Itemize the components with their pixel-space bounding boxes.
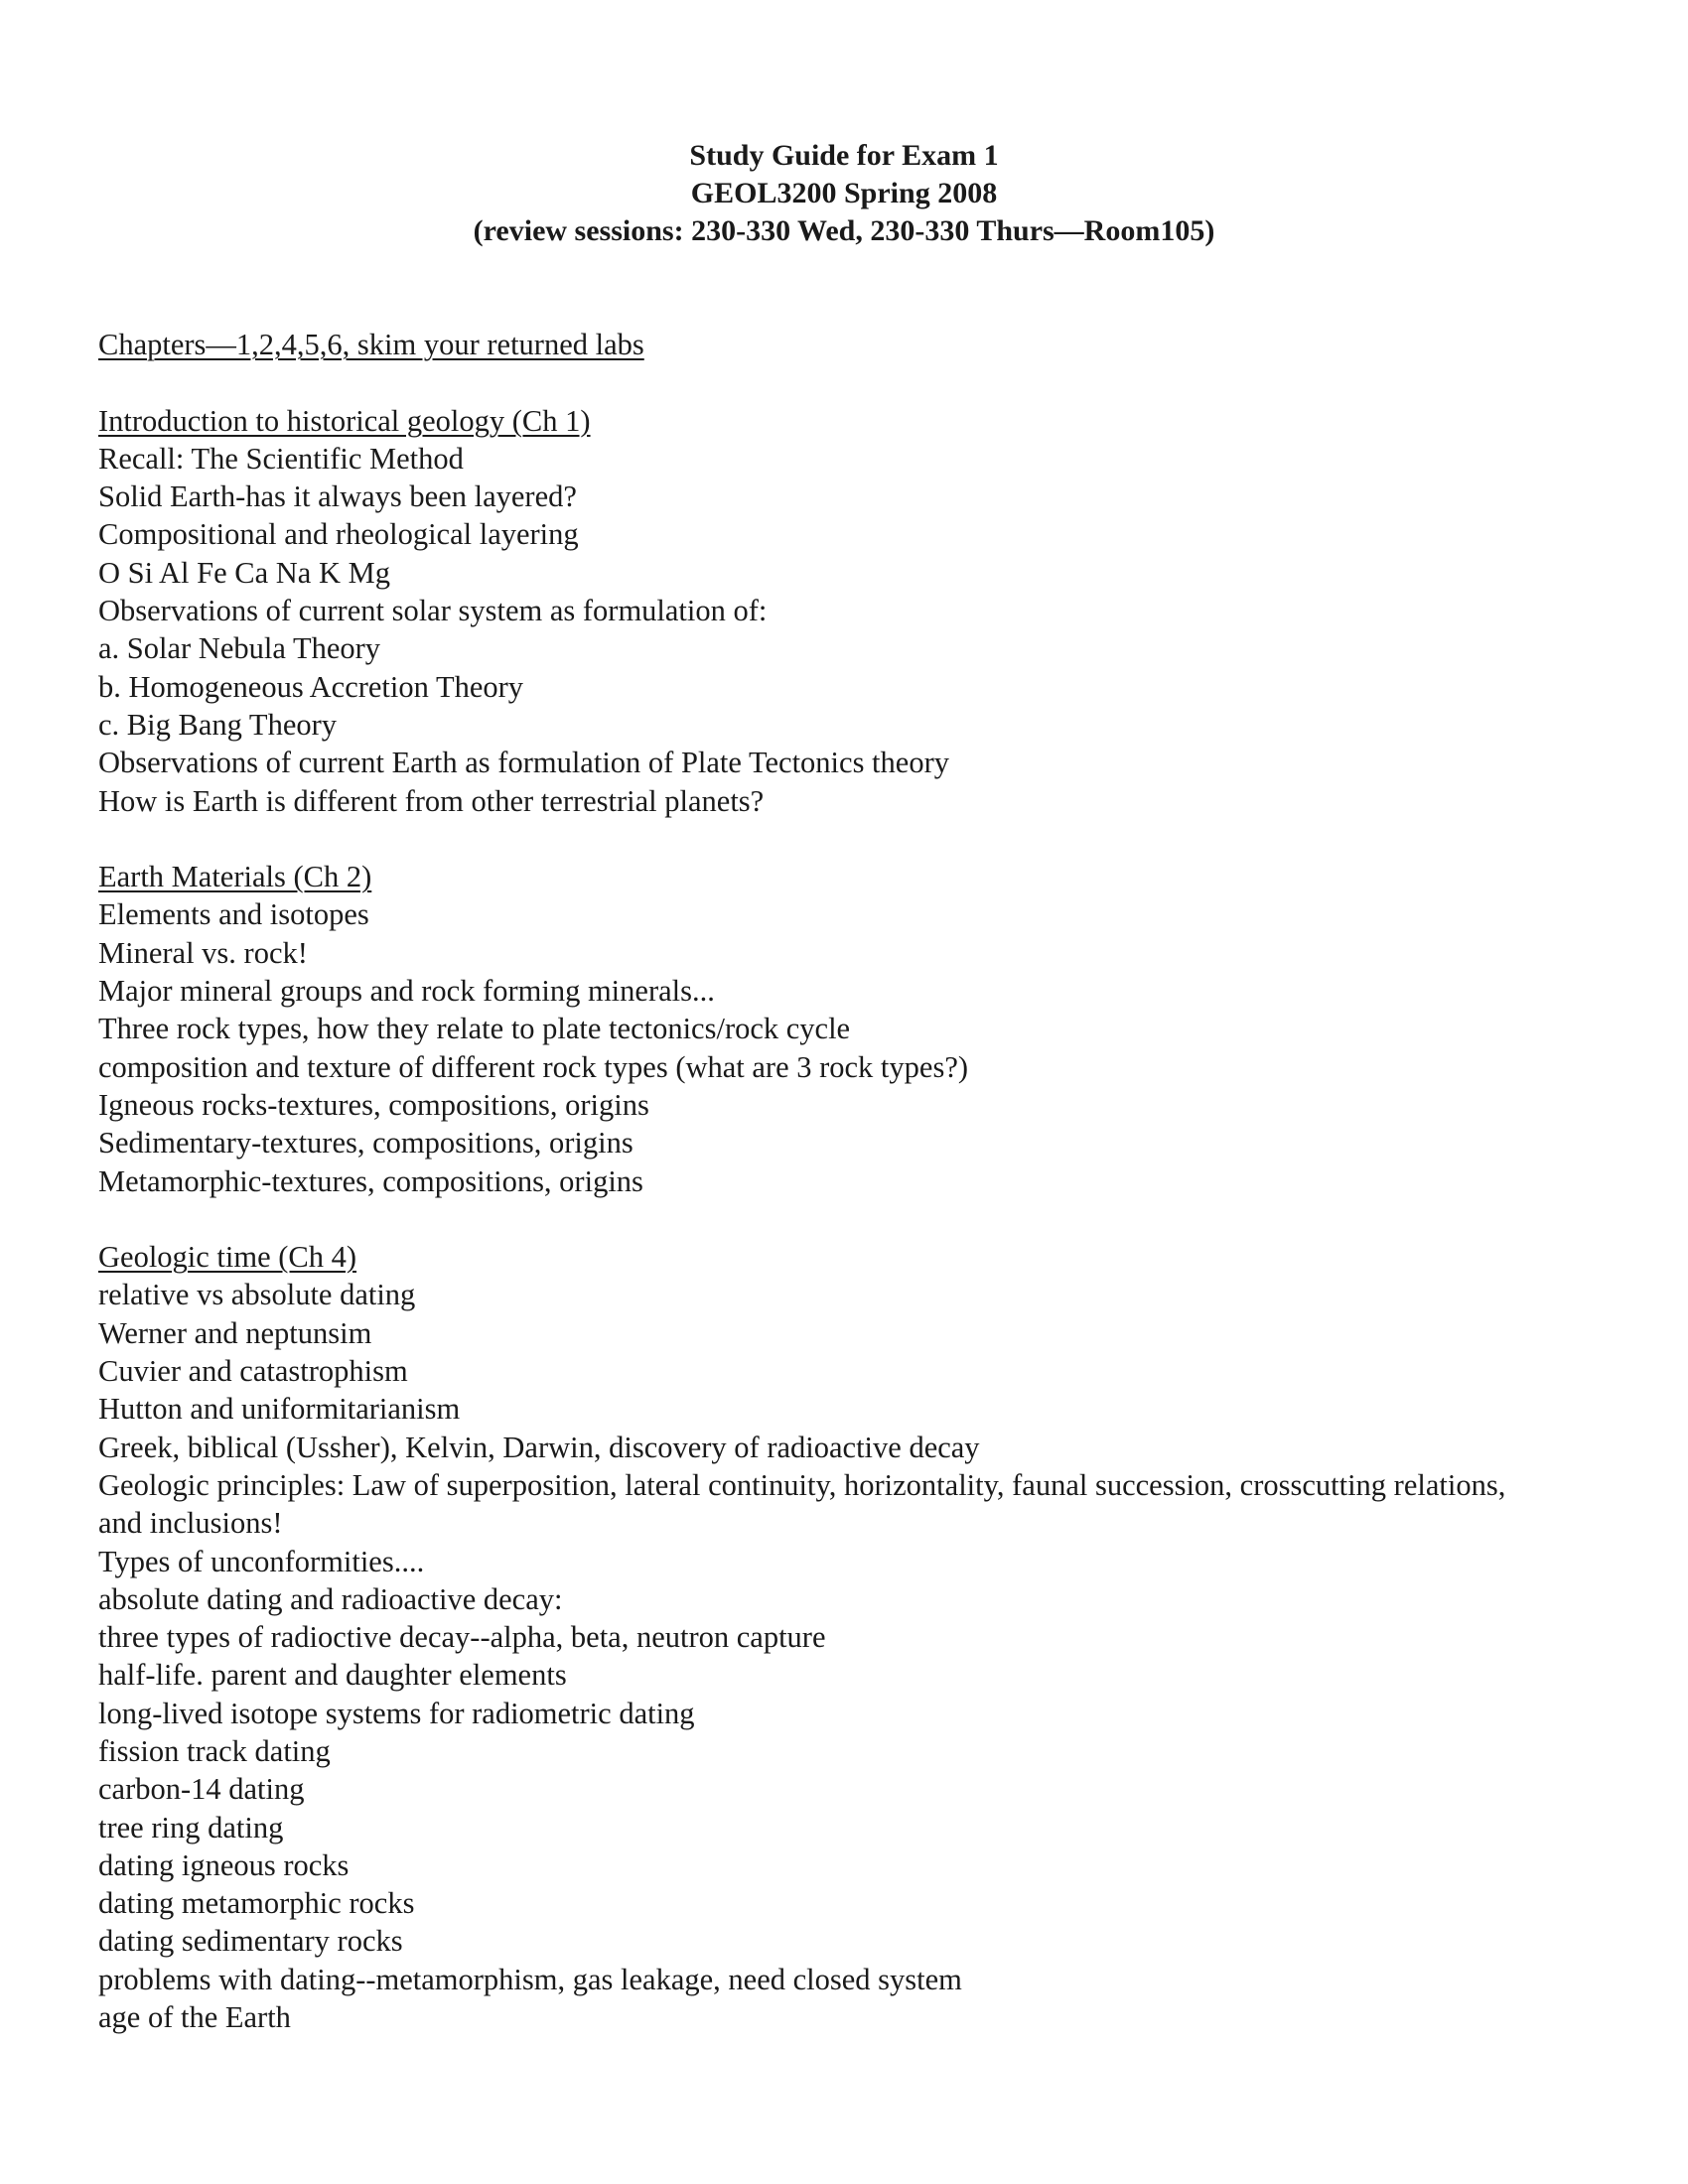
list-item: c. Big Bang Theory [98, 707, 338, 742]
list-item: fission track dating [98, 1733, 331, 1768]
list-item: How is Earth is different from other terrestrial planets? [98, 783, 765, 818]
list-item: Recall: The Scientific Method [98, 441, 464, 476]
list-item: Mineral vs. rock! [98, 935, 308, 970]
review-sessions-line: (review sessions: 230-330 Wed, 230-330 Thurs—Room105) [473, 214, 1215, 247]
list-item: Types of unconformities.... [98, 1544, 425, 1578]
chapters-line: Chapters—1,2,4,5,6, skim your returned labs [98, 328, 644, 361]
list-item: Observations of current solar system as formulation of: [98, 594, 768, 628]
spacer [98, 820, 1548, 858]
list-item: carbon-14 dating [98, 1772, 305, 1807]
list-item: Major mineral groups and rock forming minerals... [98, 974, 715, 1009]
list-item: Observations of current Earth as formulation of Plate Tectonics theory [98, 746, 949, 780]
list-item: Igneous rocks-textures, compositions, origins [98, 1087, 649, 1122]
list-item: a. Solar Nebula Theory [98, 631, 381, 666]
list-item: Geologic principles: Law of superposition, lateral continuity, horizontality, faunal succession, crosscutting relations, and inclusions! [98, 1467, 1506, 1541]
list-item: problems with dating--metamorphism, gas leakage, need closed system [98, 1962, 962, 1996]
list-item: Elements and isotopes [98, 897, 369, 932]
list-item: b. Homogeneous Accretion Theory [98, 669, 524, 704]
list-item: dating sedimentary rocks [98, 1924, 403, 1959]
list-item: relative vs absolute dating [98, 1278, 416, 1312]
list-item: long-lived isotope systems for radiometric dating [98, 1696, 695, 1730]
list-item: half-life. parent and daughter elements [98, 1658, 567, 1693]
list-item: Metamorphic-textures, compositions, origins [98, 1163, 643, 1198]
spacer [98, 363, 1548, 401]
list-item: Greek, biblical (Ussher), Kelvin, Darwin, discovery of radioactive decay [98, 1430, 980, 1464]
list-item: Sedimentary-textures, compositions, origins [98, 1126, 633, 1160]
course-line: GEOL3200 Spring 2008 [690, 177, 998, 209]
section-heading-geologic-time: Geologic time (Ch 4) [98, 1240, 357, 1275]
list-item: tree ring dating [98, 1810, 284, 1844]
list-item: absolute dating and radioactive decay: [98, 1581, 563, 1616]
list-item: Solid Earth-has it always been layered? [98, 479, 577, 514]
list-item: Hutton and uniformitarianism [98, 1392, 461, 1427]
document-title: Study Guide for Exam 1 [689, 139, 999, 172]
list-item: three types of radioctive decay--alpha, beta, neutron capture [98, 1620, 826, 1655]
list-item: age of the Earth [98, 2000, 291, 2035]
document-body [98, 326, 1548, 2036]
list-item: O Si Al Fe Ca Na K Mg [98, 555, 390, 590]
list-item: composition and texture of different rock types (what are 3 rock types?) [98, 1049, 969, 1084]
list-item: Cuvier and catastrophism [98, 1354, 408, 1389]
spacer [98, 1200, 1548, 1238]
document-header [0, 137, 1688, 250]
list-item: Werner and neptunsim [98, 1315, 372, 1350]
list-item: Three rock types, how they relate to plate tectonics/rock cycle [98, 1012, 851, 1046]
section-heading-earth-materials: Earth Materials (Ch 2) [98, 860, 372, 894]
list-item: dating igneous rocks [98, 1847, 350, 1882]
list-item: Compositional and rheological layering [98, 517, 579, 552]
list-item: dating metamorphic rocks [98, 1886, 415, 1921]
section-heading-intro: Introduction to historical geology (Ch 1) [98, 403, 591, 438]
